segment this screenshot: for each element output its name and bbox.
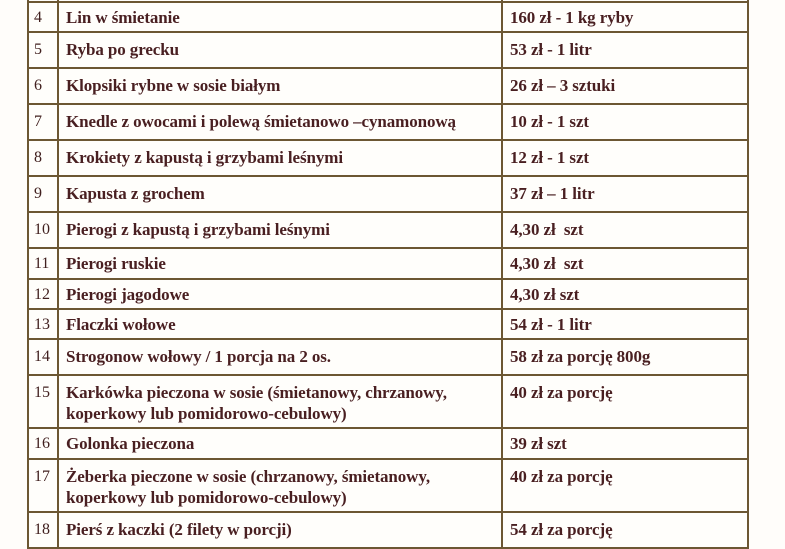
row-number-cell: 12 bbox=[28, 279, 58, 309]
row-number-cell: 6 bbox=[28, 68, 58, 104]
table-row bbox=[28, 2, 748, 32]
table-row bbox=[28, 339, 748, 375]
row-number-cell: 16 bbox=[28, 428, 58, 459]
price-cell: 26 zł – 3 sztuki bbox=[502, 68, 748, 104]
table-row bbox=[28, 279, 748, 309]
price-cell: 4,30 zł szt bbox=[502, 212, 748, 248]
dish-name-cell: Klopsiki rybne w sosie białym bbox=[58, 68, 502, 104]
price-cell: 12 zł - 1 szt bbox=[502, 140, 748, 176]
dish-name-cell: Lin w śmietanie bbox=[58, 2, 502, 32]
price-cell: 10 zł - 1 szt bbox=[502, 104, 748, 140]
dish-name-cell: Golonka pieczona bbox=[58, 428, 502, 459]
price-cell: 40 zł za porcję bbox=[502, 375, 748, 428]
price-cell: 37 zł – 1 litr bbox=[502, 176, 748, 212]
row-number-cell: 14 bbox=[28, 339, 58, 375]
table-row bbox=[28, 512, 748, 548]
dish-name-cell: Pierogi ruskie bbox=[58, 248, 502, 279]
row-number-cell: 11 bbox=[28, 248, 58, 279]
table-row bbox=[28, 176, 748, 212]
price-cell: 53 zł - 1 litr bbox=[502, 32, 748, 68]
dish-name-cell: Żeberka pieczone w sosie (chrzanowy, śmietanowy, koperkowy lub pomidorowo-cebulowy) bbox=[58, 459, 502, 512]
table-row bbox=[28, 68, 748, 104]
price-cell: 4,30 zł szt bbox=[502, 279, 748, 309]
dish-name-cell: Kapusta z grochem bbox=[58, 176, 502, 212]
price-cell: 160 zł - 1 kg ryby bbox=[502, 2, 748, 32]
row-number-cell: 10 bbox=[28, 212, 58, 248]
table-row bbox=[28, 309, 748, 339]
row-number-cell: 18 bbox=[28, 512, 58, 548]
row-number-cell: 9 bbox=[28, 176, 58, 212]
dish-name-cell: Karkówka pieczona w sosie (śmietanowy, chrzanowy, koperkowy lub pomidorowo-cebulowy) bbox=[58, 375, 502, 428]
table-row bbox=[28, 212, 748, 248]
row-number-cell: 8 bbox=[28, 140, 58, 176]
price-cell: 4,30 zł szt bbox=[502, 248, 748, 279]
table-row bbox=[28, 248, 748, 279]
row-number-cell: 13 bbox=[28, 309, 58, 339]
price-list-table-wrapper bbox=[27, 0, 749, 549]
dish-name-cell: Krokiety z kapustą i grzybami leśnymi bbox=[58, 140, 502, 176]
table-row bbox=[28, 140, 748, 176]
dish-name-cell: Pierogi z kapustą i grzybami leśnymi bbox=[58, 212, 502, 248]
table-row bbox=[28, 104, 748, 140]
price-cell: 54 zł za porcję bbox=[502, 512, 748, 548]
row-number-cell: 17 bbox=[28, 459, 58, 512]
row-number-cell: 5 bbox=[28, 32, 58, 68]
price-cell: 40 zł za porcję bbox=[502, 459, 748, 512]
price-cell: 39 zł szt bbox=[502, 428, 748, 459]
table-row bbox=[28, 32, 748, 68]
dish-name-cell: Ryba po grecku bbox=[58, 32, 502, 68]
price-cell: 58 zł za porcję 800g bbox=[502, 339, 748, 375]
row-number-cell: 4 bbox=[28, 2, 58, 32]
table-row bbox=[28, 459, 748, 512]
dish-name-cell: Pierś z kaczki (2 filety w porcji) bbox=[58, 512, 502, 548]
table-row bbox=[28, 428, 748, 459]
row-number-cell: 15 bbox=[28, 375, 58, 428]
dish-name-cell: Flaczki wołowe bbox=[58, 309, 502, 339]
menu-table-body bbox=[28, 0, 748, 548]
dish-name-cell: Pierogi jagodowe bbox=[58, 279, 502, 309]
dish-name-cell: Knedle z owocami i polewą śmietanowo –cynamonową bbox=[58, 104, 502, 140]
table-row bbox=[28, 375, 748, 428]
price-list-table bbox=[27, 0, 749, 549]
price-cell: 54 zł - 1 litr bbox=[502, 309, 748, 339]
row-number-cell: 7 bbox=[28, 104, 58, 140]
dish-name-cell: Strogonow wołowy / 1 porcja na 2 os. bbox=[58, 339, 502, 375]
